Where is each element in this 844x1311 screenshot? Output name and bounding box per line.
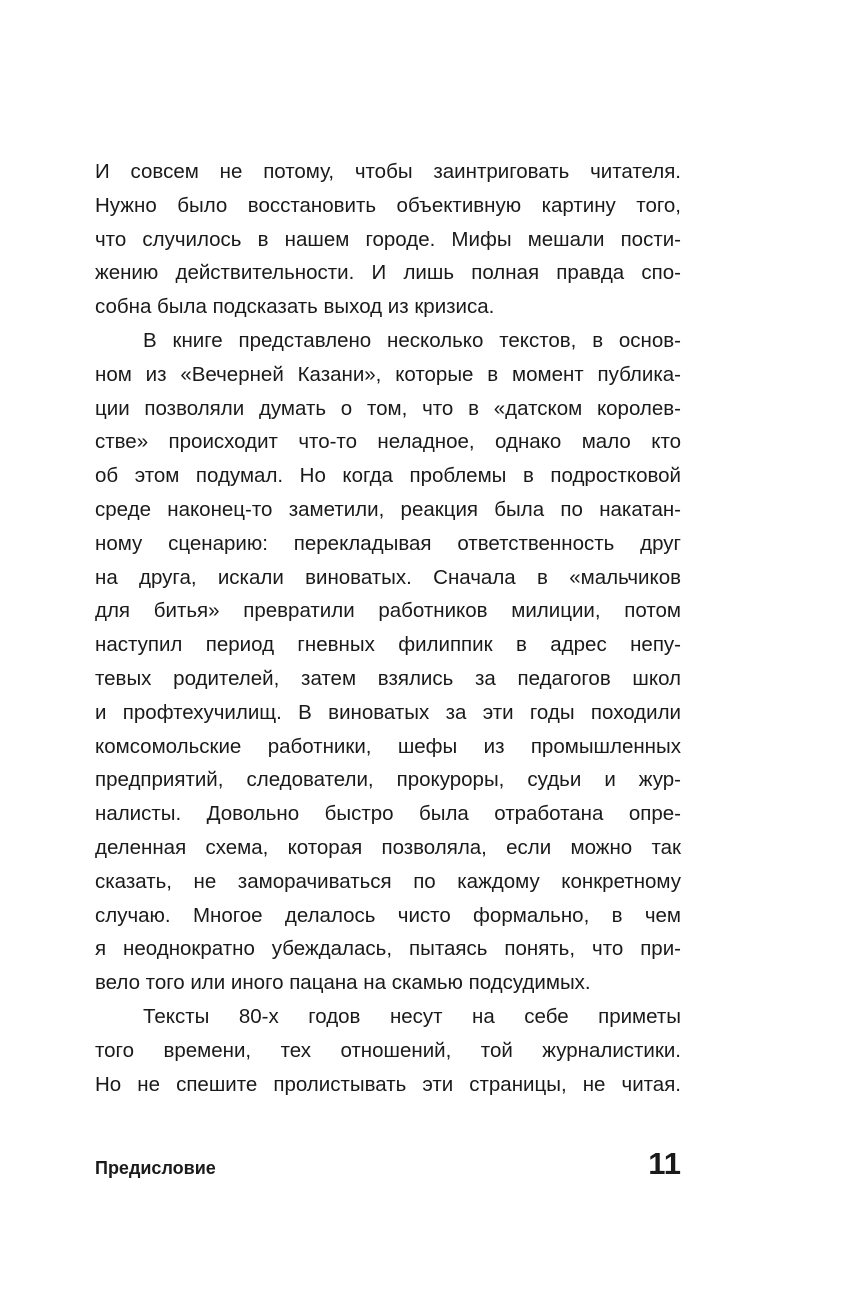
text-line: И совсем не потому, чтобы заинтриговать читателя. [95,160,681,183]
text-line: комсомольские работники, шефы из промышленных [95,734,681,758]
text-line: ном из «Вечерней Казани», которые в момент публика- [95,362,681,386]
running-head: Предисловие [95,1158,216,1178]
text-line: наступил период гневных филиппик в адрес непу- [95,633,681,657]
text-line: предприятий, следователи, прокуроры, судьи и жур- [95,768,681,792]
text-line: случаю. Многое делалось чисто формально, в чем [95,903,681,927]
text-line: вело того или иного пацана на скамью подсудимых. [95,971,591,995]
text-line: я неоднократно убеждалась, пытаясь понять, что при- [95,937,681,961]
text-line: налисты. Довольно быстро была отработана опре- [95,802,681,826]
text-line: деленная схема, которая позволяла, если можно так [95,835,681,859]
text-line: жению действительности. И лишь полная правда спо- [95,261,681,285]
text-line: того времени, тех отношений, той журналистики. [95,1038,681,1062]
text-line: среде наконец-то заметили, реакция была по накатан- [95,497,681,521]
text-line: ции позволяли думать о том, что в «датском королев- [95,396,681,420]
text-line: Тексты 80-х годов несут на себе приметы [143,1004,681,1028]
text-line: Нужно было восстановить объективную картину того, [95,193,681,217]
text-line: и профтехучилищ. В виноватых за эти годы походили [95,700,681,724]
text-line: об этом подумал. Но когда проблемы в подростковой [95,464,681,488]
text-line: сказать, не заморачиваться по каждому конкретному [95,869,681,893]
text-line: В книге представлено несколько текстов, в основ- [143,328,681,352]
page-number: 11 [648,1146,681,1181]
text-line: для битья» превратили работников милиции, потом [95,599,681,623]
text-line: ному сценарию: перекладывая ответственность друг [95,531,681,555]
page-footer [95,1146,681,1190]
text-line: Но не спешите пролистывать эти страницы, не читая. [95,1072,681,1096]
text-line: стве» происходит что-то неладное, однако мало кто [95,430,681,454]
text-line: собна была подсказать выход из кризиса. [95,295,495,319]
text-line: на друга, искали виноватых. Сначала в «мальчиков [95,565,681,589]
text-line: тевых родителей, затем взялись за педагогов школ [95,666,681,690]
text-line: что случилось в нашем городе. Мифы мешали пости- [95,227,681,251]
body-text [95,155,681,1101]
